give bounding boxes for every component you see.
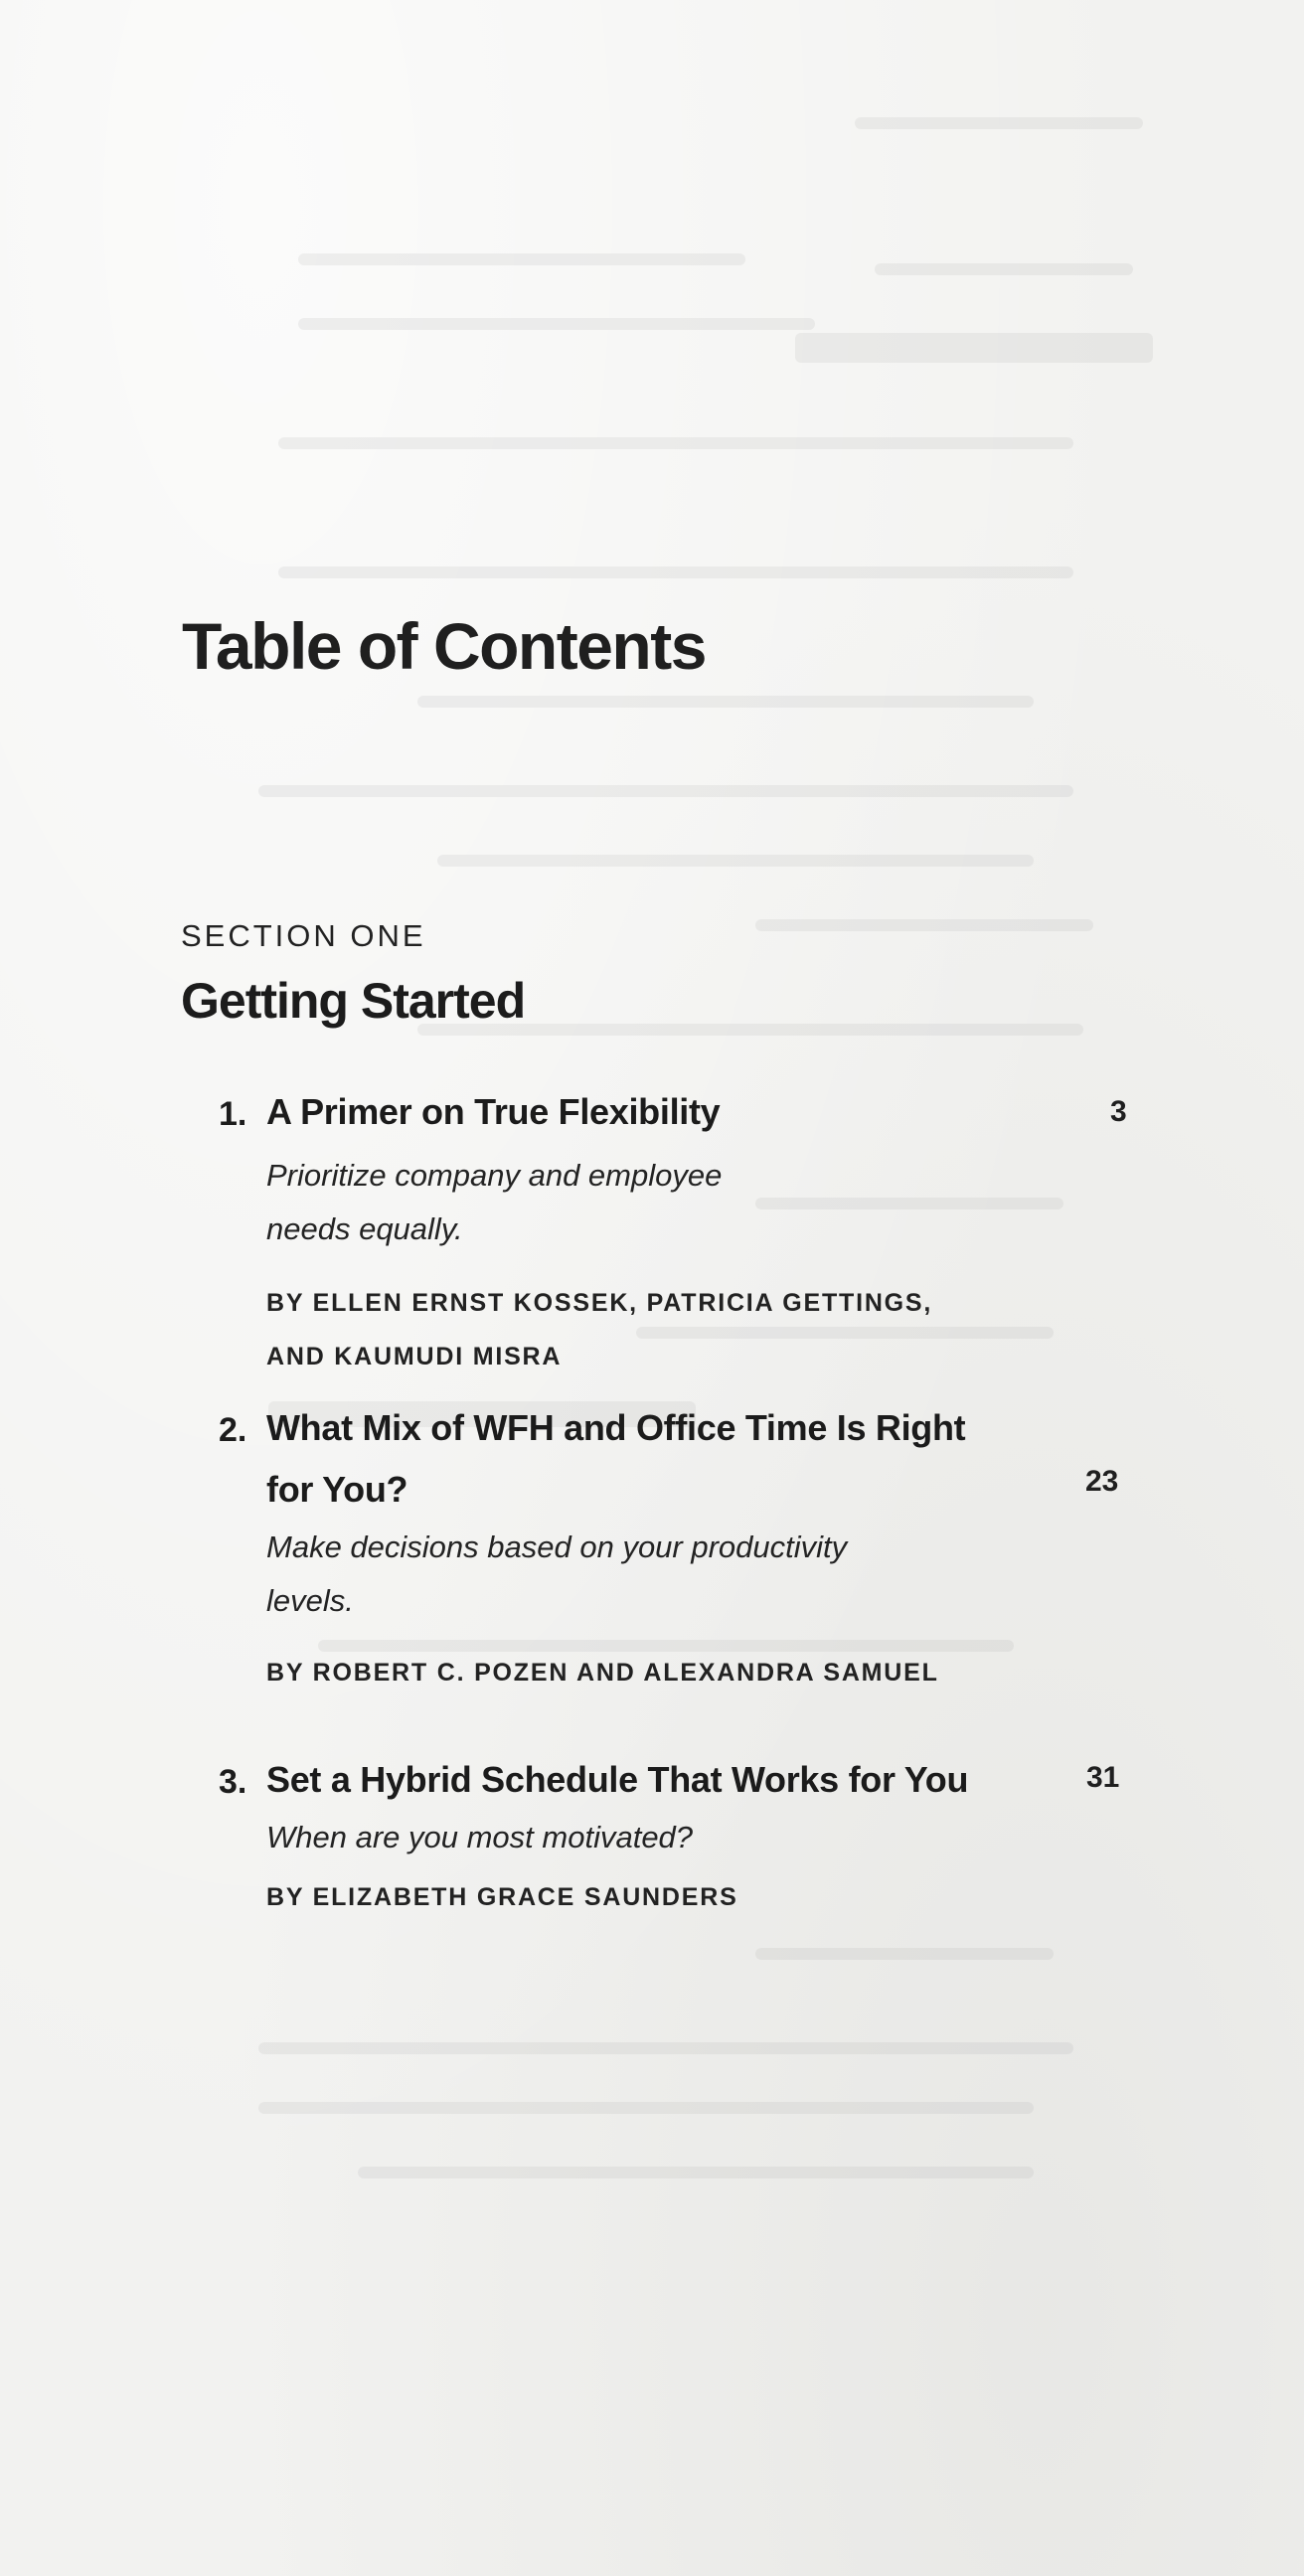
entry-title: A Primer on True Flexibility [266,1091,721,1132]
bleed-through-line [358,2167,1034,2178]
entry-page-number: 3 [1110,1095,1127,1128]
bleed-through-line [258,2042,1073,2054]
bleed-through-line [278,437,1073,449]
entry-number: 3. [219,1763,247,1801]
entry-author: BY ELLEN ERNST KOSSEK, PATRICIA GETTINGS, AND KAUMUDI MISRA [266,1289,933,1370]
entry-page-number: 23 [1085,1465,1119,1498]
bleed-through-line [755,1948,1054,1960]
toc-entry-1[interactable] [219,1081,1133,1379]
entry-description: When are you most motivated? [266,1820,694,1854]
bleed-through-line [875,263,1133,275]
bleed-through-line [855,117,1143,129]
entry-number: 1. [219,1095,247,1133]
entry-description: Make decisions based on your productivity levels. [266,1530,848,1618]
page-title: Table of Contents [182,609,706,683]
bleed-through-line [795,333,1153,363]
entry-description: Prioritize company and employee needs equally. [266,1158,723,1246]
bleed-through-line [417,696,1034,708]
bleed-through-line [278,566,1073,578]
toc-entry-2[interactable] [219,1397,1133,1715]
bleed-through-line [258,785,1073,797]
entry-title: Set a Hybrid Schedule That Works for You [266,1759,969,1800]
bleed-through-line [755,919,1093,931]
bleed-through-line [298,318,815,330]
entry-title: What Mix of WFH and Office Time Is Right for You? [266,1407,966,1510]
section-label: SECTION ONE [181,918,426,953]
bleed-through-line [437,855,1034,867]
bleed-through-line [298,253,745,265]
entry-author: BY ROBERT C. POZEN AND ALEXANDRA SAMUEL [266,1659,939,1687]
bleed-through-line [258,2102,1034,2114]
entry-author: BY ELIZABETH GRACE SAUNDERS [266,1883,738,1911]
toc-entry-3[interactable] [219,1749,1133,1948]
section-title: Getting Started [181,973,526,1029]
entry-page-number: 31 [1086,1761,1120,1794]
entry-number: 2. [219,1411,247,1449]
